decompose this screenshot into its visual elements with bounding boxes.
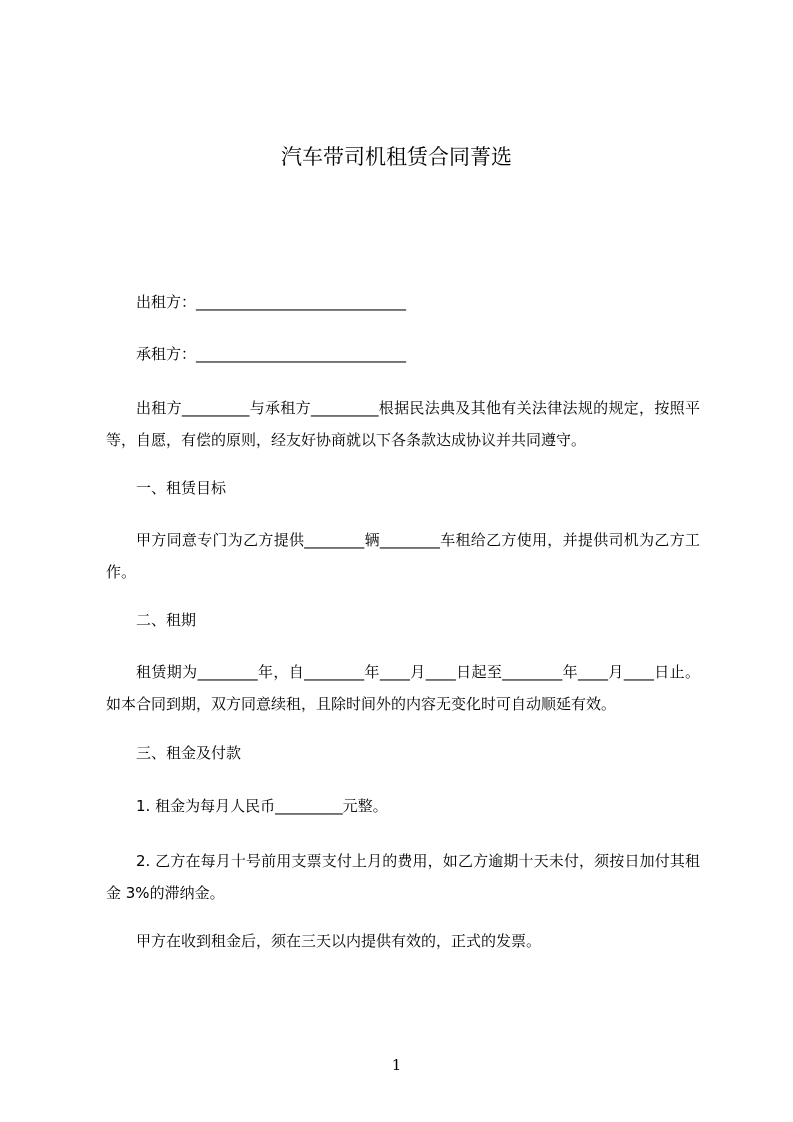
section2-paragraph: 租赁期为________年，自________年____月____日起至________年____月____日止。如本合同到期，双方同意续租，且除时间外的内容无变化时可自动顺延有效。 [106,663,700,713]
section3-item2: 2. 乙方在每月十号前用支票支付上月的费用，如乙方逾期十天未付，须按日加付其租金 3%的滞纳金。 [106,852,700,902]
lessee-line: 承租方：____________________________ [136,345,407,363]
section3-heading: 三、租金及付款 [136,744,242,762]
section1-heading: 一、租赁目标 [136,479,227,497]
document-title: 汽车带司机租赁合同菁选 [281,145,512,169]
intro-paragraph: 出租方_________与承租方_________根据民法典及其他有关法律法规的规定，按照平等，自愿，有偿的原则，经友好协商就以下各条款达成协议并共同遵守。 [106,399,700,449]
page-number: 1 [391,1056,402,1074]
section1-paragraph: 甲方同意专门为乙方提供________辆________车租给乙方使用，并提供司机为乙方工作。 [106,531,700,581]
section2-heading: 二、租期 [136,611,197,629]
section3-item1: 1. 租金为每月人民币_________元整。 [136,797,388,815]
lessor-line: 出租方：____________________________ [136,293,407,311]
section3-note: 甲方在收到租金后，须在三天以内提供有效的，正式的发票。 [136,932,542,950]
